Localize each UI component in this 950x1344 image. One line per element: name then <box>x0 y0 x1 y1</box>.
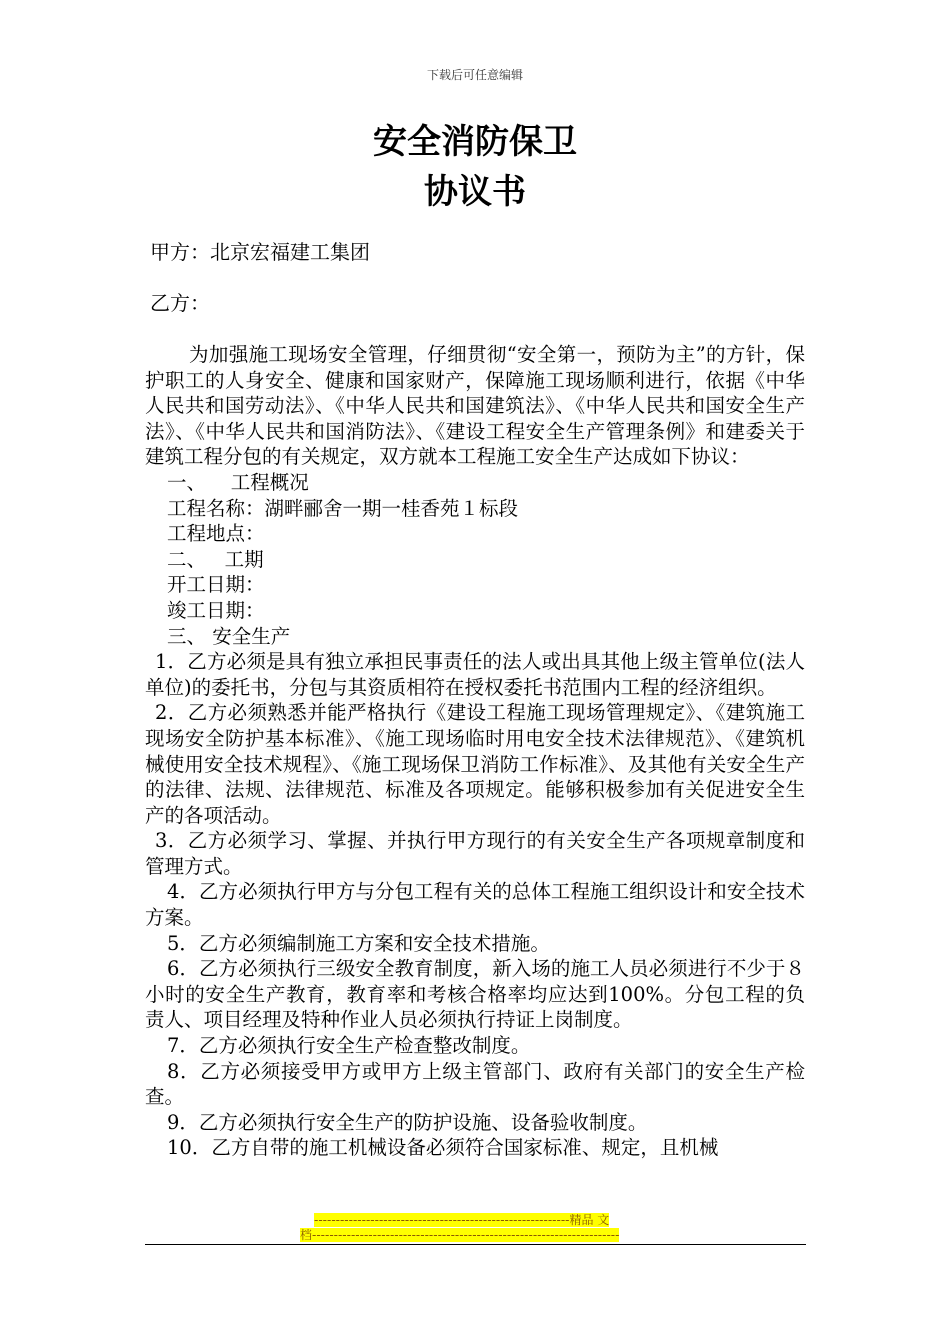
clause-item: 7．乙方必须执行安全生产检查整改制度。 <box>167 1034 531 1058</box>
intro-paragraph: 为加强施工现场安全管理，仔细贯彻“安全第一，预防为主”的方针，保护职工的人身安全、健康和国家财产，保障施工现场顺利进行，依据《中华人民共和国劳动法》、《中华人民共和国建筑法》、《中华人民共和国安全生产法》、《中华人民共和国消防法》、《建设工程安全生产管理条例》和建委关于建筑工程分包的有关规定，双方就本工程施工安全生产达成如下协议： <box>145 343 805 469</box>
clause-item: 6．乙方必须执行三级安全教育制度，新入场的施工人员必须进行不少于８小时的安全生产教育，教育率和考核合格率均应达到100%。分包工程的负责人、项目经理及特种作业人员必须执行持证上岗制度。 <box>145 957 805 1032</box>
clause-item: 3．乙方必须学习、掌握、并执行甲方现行的有关安全生产各项规章制度和管理方式。 <box>145 829 805 878</box>
clause-item: 9．乙方必须执行安全生产的防护设施、设备验收制度。 <box>167 1110 648 1134</box>
clause-item: 4．乙方必须执行甲方与分包工程有关的总体工程施工组织设计和安全技术方案。 <box>145 880 805 930</box>
clause-item: 1．乙方必须是具有独立承担民事责任的法人或出具其他上级主管单位(法人单位)的委托书，分包与其资质相符在授权委托书范围内工程的经济组织。 <box>145 650 805 699</box>
footer-watermark-line2: 档----------------------------------------------------------------------- <box>300 1228 620 1242</box>
party-a-line: 甲方：北京宏福建工集团 <box>150 240 370 264</box>
project-location-line: 工程地点： <box>167 522 265 546</box>
section-heading-schedule: 二、 工期 <box>167 547 264 571</box>
footer-divider <box>145 1244 806 1245</box>
agreement-body <box>145 342 805 1161</box>
document-title: 安全消防保卫 <box>373 122 577 162</box>
clause-item: 8．乙方必须接受甲方或甲方上级主管部门、政府有关部门的安全生产检查。 <box>145 1059 805 1109</box>
start-date-line: 开工日期： <box>167 573 265 597</box>
footer-watermark-line1: -----------------------------------------------------------精品 文 <box>314 1213 610 1227</box>
header-note: 下载后可任意编辑 <box>426 68 523 82</box>
project-name-line: 工程名称：湖畔郦舍一期一桂香苑１标段 <box>167 496 519 520</box>
section-heading-project-overview: 一、 工程概况 <box>167 470 309 494</box>
party-b-line: 乙方： <box>150 291 210 315</box>
footer-watermark-band <box>300 1213 650 1243</box>
clause-item: 5．乙方必须编制施工方案和安全技术措施。 <box>167 931 550 955</box>
end-date-line: 竣工日期： <box>167 598 265 622</box>
document-subtitle: 协议书 <box>424 172 526 212</box>
section-heading-safety: 三、 安全生产 <box>167 624 291 648</box>
clause-item: 10．乙方自带的施工机械设备必须符合国家标准、规定，且机械 <box>167 1136 719 1160</box>
clause-item: 2．乙方必须熟悉并能严格执行《建设工程施工现场管理规定》、《建筑施工现场安全防护基本标准》、《施工现场临时用电安全技术法律规范》、《建筑机械使用安全技术规程》、《施工现场保卫消防工作标准》、及其他有关安全生产的法律、法规、法律规范、标准及各项规定。能够积极参加有关促进安全生产的各项活动。 <box>145 701 805 827</box>
